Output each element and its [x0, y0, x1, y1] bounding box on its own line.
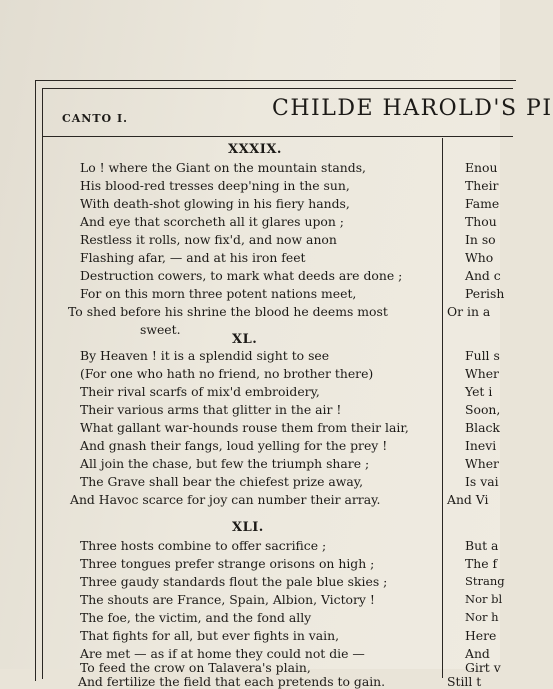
column-divider — [442, 138, 443, 678]
right-column-line: Or in a — [447, 304, 491, 319]
verse-line: (For one who hath no friend, no brother there) — [80, 366, 374, 381]
verse-line: And gnash their fangs, loud yelling for the prey ! — [80, 438, 388, 453]
right-column-line: Wher — [465, 366, 499, 381]
right-column-line: Here — [465, 628, 497, 643]
verse-line: Three gaudy standards flout the pale blue skies ; — [80, 574, 388, 589]
right-column-line: Wher — [465, 456, 499, 471]
right-column-line: Enou — [465, 160, 498, 175]
right-column-line: The f — [465, 556, 498, 571]
right-column-line: Nor bl — [465, 592, 503, 606]
right-column-line: Still t — [447, 674, 482, 689]
right-column-line: Inevi — [465, 438, 497, 453]
verse-line: Destruction cowers, to mark what deeds are done ; — [80, 268, 403, 283]
running-title: CHILDE HAROLD'S PI — [272, 96, 553, 121]
right-column-line: Fame — [465, 196, 500, 211]
verse-line: What gallant war-hounds rouse them from their lair, — [80, 420, 409, 435]
stanza-number: XLI. — [232, 520, 264, 535]
right-column-line: Strang — [465, 574, 505, 588]
verse-line: Their various arms that glitter in the air ! — [80, 402, 342, 417]
verse-line: And Havoc scarce for joy can number their array. — [70, 492, 381, 507]
verse-line: The shouts are France, Spain, Albion, Victory ! — [80, 592, 375, 607]
verse-line: Lo ! where the Giant on the mountain stands, — [80, 160, 366, 175]
right-column-line: But a — [465, 538, 499, 553]
verse-line: To feed the crow on Talavera's plain, — [80, 660, 311, 675]
verse-line: Flashing afar, — and at his iron feet — [80, 250, 306, 265]
right-column-line: And c — [465, 268, 501, 283]
verse-line: All join the chase, but few the triumph share ; — [80, 456, 370, 471]
right-column-line: Full s — [465, 348, 500, 363]
right-column-line: Who — [465, 250, 494, 265]
verse-line: sweet. — [140, 322, 181, 337]
verse-line: And eye that scorcheth all it glares upon ; — [80, 214, 344, 229]
verse-line: Restless it rolls, now fix'd, and now anon — [80, 232, 337, 247]
right-column-line: In so — [465, 232, 496, 247]
stanza-number: XXXIX. — [228, 142, 282, 157]
verse-line: With death-shot glowing in his fiery hands, — [80, 196, 350, 211]
verse-line: By Heaven ! it is a splendid sight to see — [80, 348, 330, 363]
right-column-line: Is vai — [465, 474, 499, 489]
verse-line: The Grave shall bear the chiefest prize away, — [80, 474, 364, 489]
right-column-line: Nor h — [465, 610, 499, 624]
right-column-line: Thou — [465, 214, 497, 229]
running-head: CANTO I. — [62, 112, 128, 125]
verse-line: And fertilize the field that each pretends to gain. — [78, 674, 386, 689]
stanza-number: XL. — [232, 332, 258, 347]
verse-line: Three tongues prefer strange orisons on high ; — [80, 556, 375, 571]
right-column-line: Perish — [465, 286, 505, 301]
right-column-line: Their — [465, 178, 499, 193]
right-column-line: And — [465, 646, 490, 661]
right-column-line: Yet i — [465, 384, 493, 399]
verse-line: Are met — as if at home they could not die — — [80, 646, 365, 661]
verse-line: To shed before his shrine the blood he deems most — [68, 304, 388, 319]
verse-line: For on this morn three potent nations meet, — [80, 286, 357, 301]
right-column-line: And Vi — [447, 492, 489, 507]
right-column-line: Soon, — [465, 402, 501, 417]
verse-line: The foe, the victim, and the fond ally — [80, 610, 312, 625]
verse-line: Three hosts combine to offer sacrifice ; — [80, 538, 327, 553]
verse-line: His blood-red tresses deep'ning in the sun, — [80, 178, 350, 193]
right-column-line: Girt v — [465, 660, 501, 675]
verse-line: That fights for all, but ever fights in vain, — [80, 628, 340, 643]
header-rule — [43, 136, 513, 137]
right-column-line: Black — [465, 420, 500, 435]
verse-line: Their rival scarfs of mix'd embroidery, — [80, 384, 320, 399]
